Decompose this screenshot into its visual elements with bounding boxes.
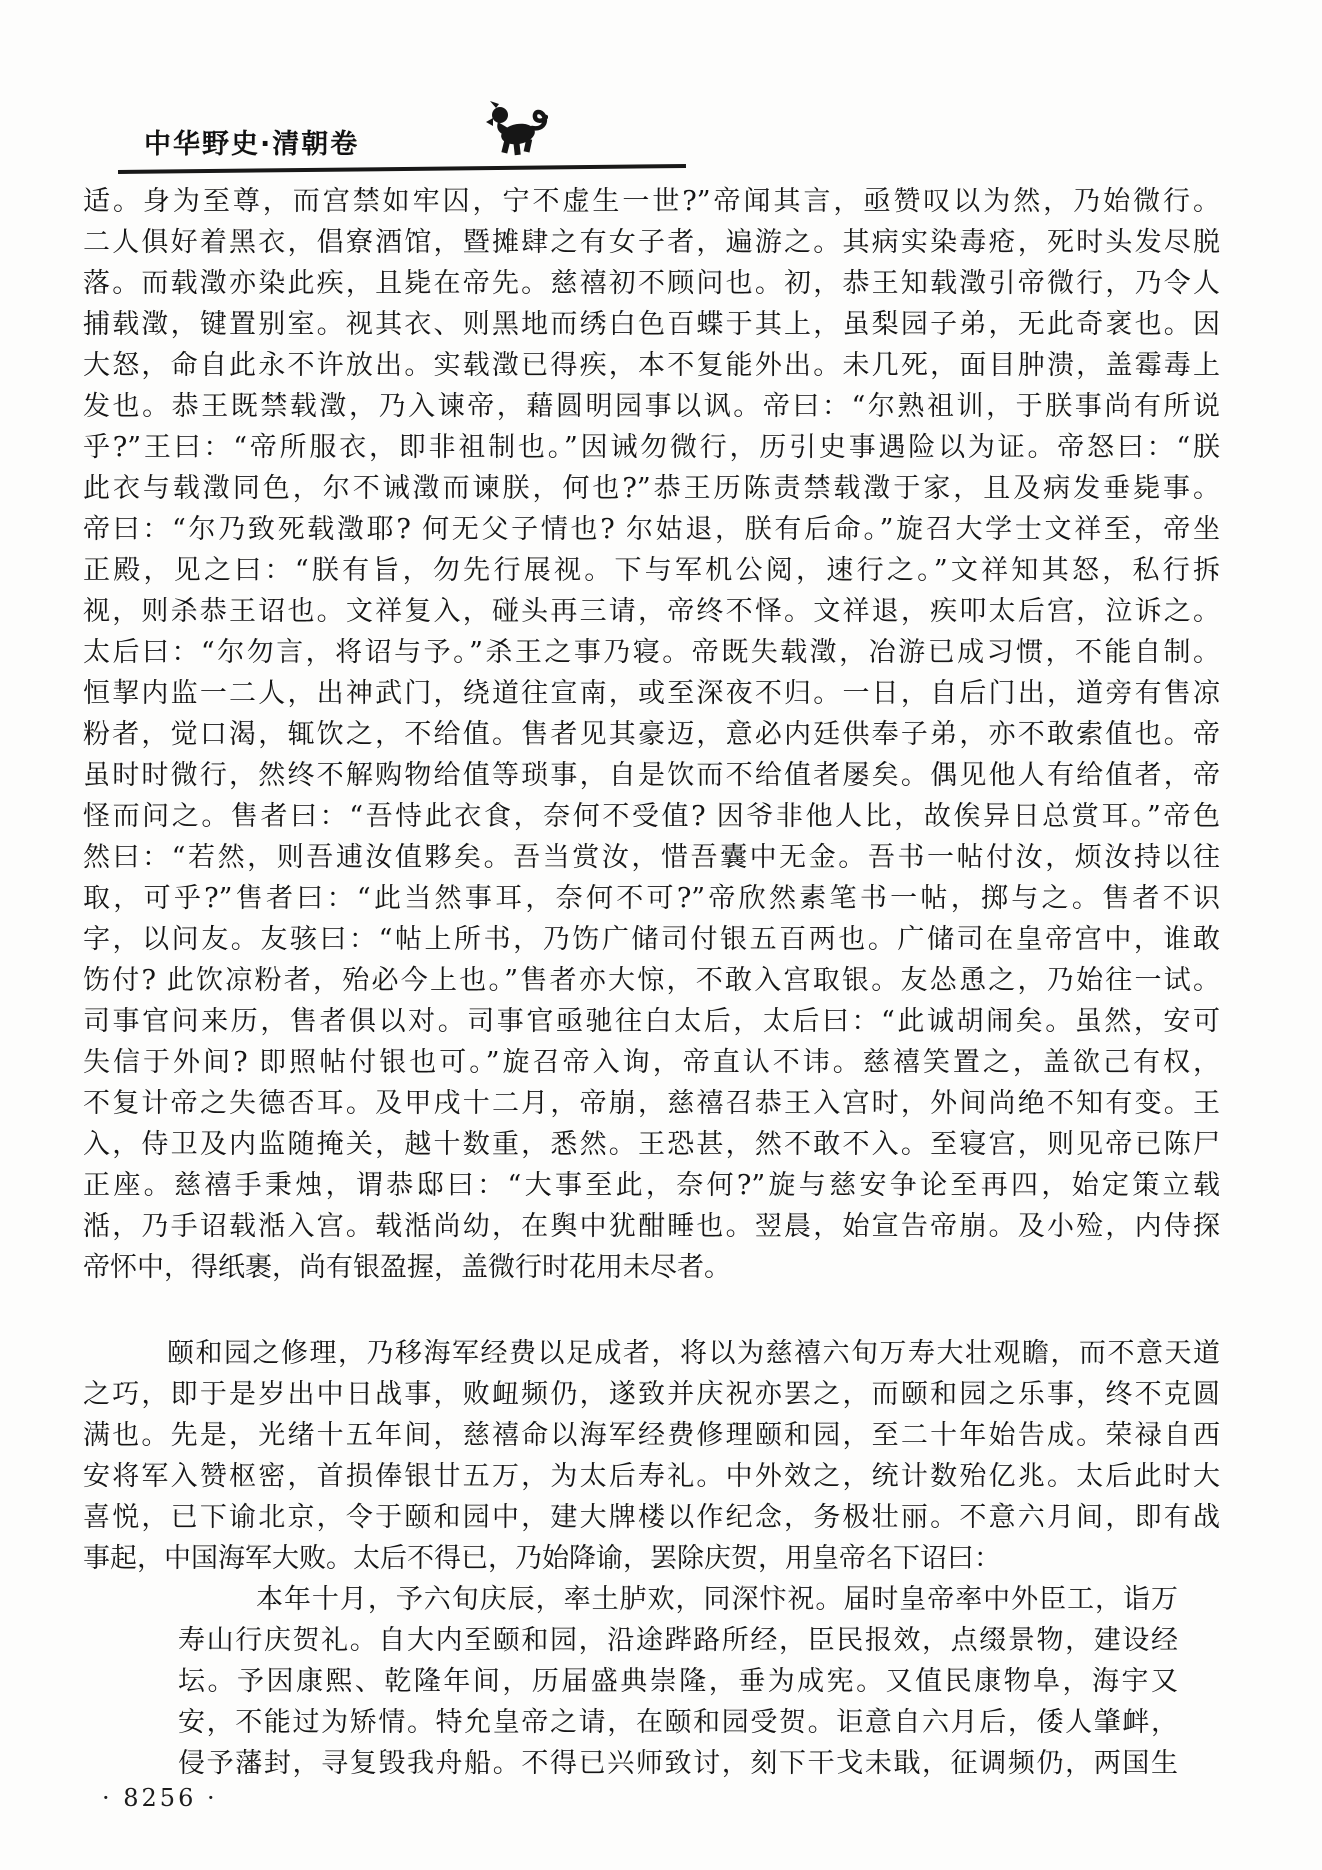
text-line: 坛。予因康熙、乾隆年间，历届盛典崇隆，垂为成宪。又值民康物阜，海宇又 <box>178 1666 1178 1697</box>
text-line: 司事官问来历，售者俱以对。司事官亟驰往白太后，太后曰：“此诚胡闹矣。虽然，安可 <box>83 1006 1220 1037</box>
text-line: 捕载澂，键置别室。视其衣、则黑地而绣白色百蝶于其上，虽梨园子弟，无此奇衺也。因 <box>83 309 1220 340</box>
text-line: 不复计帝之失德否耳。及甲戌十二月，帝崩，慈禧召恭王入宫时，外间尚绝不知有变。王 <box>83 1088 1220 1119</box>
text-line: 饬付? 此饮凉粉者，殆必今上也。”售者亦大惊，不敢入宫取银。友怂恿之，乃始往一试。 <box>83 965 1220 996</box>
text-line: 恒挈内监一二人，出神武门，绕道往宣南，或至深夜不归。一日，自后门出，道旁有售凉 <box>83 678 1220 709</box>
paragraph-emperor-incognito <box>83 181 1220 1288</box>
text-line: 侵予藩封，寻复毁我舟船。不得已兴师致讨，刻下干戈未戢，征调频仍，两国生 <box>178 1748 1178 1779</box>
text-line: 视，则杀恭王诏也。文祥复入，碰头再三请，帝终不怿。文祥退，疾叩太后宫，泣诉之。 <box>83 596 1220 627</box>
text-line: 正殿，见之曰：“朕有旨，勿先行展视。下与军机公阅，速行之。”文祥知其怒，私行拆 <box>83 555 1220 586</box>
text-line: 帝曰：“尔乃致死载澂耶? 何无父子情也? 尔姑退，朕有后命。”旋召大学士文祥至，帝坐 <box>83 514 1220 545</box>
text-line: 字，以问友。友骇曰：“帖上所书，乃饬广储司付银五百两也。广储司在皇帝宫中，谁敢 <box>83 924 1220 955</box>
text-line: 事起，中国海军大败。太后不得已，乃始降谕，罢除庆贺，用皇帝名下诏曰： <box>83 1543 1001 1574</box>
text-line: 正座。慈禧手秉烛，谓恭邸曰：“大事至此，奈何?”旋与慈安争论至再四，始定策立载 <box>83 1170 1220 1201</box>
text-line: 寿山行庆贺礼。自大内至颐和园，沿途跸路所经，臣民报效，点缀景物，建设经 <box>178 1625 1178 1656</box>
text-line: 然曰：“若然，则吾逋汝值夥矣。吾当赏汝，惜吾囊中无金。吾书一帖付汝，烦汝持以往 <box>83 842 1220 873</box>
page-number: · 8256 · <box>102 1784 218 1812</box>
text-line: 失信于外间? 即照帖付银也可。”旋召帝入询，帝直认不讳。慈禧笑置之，盖欲己有权， <box>83 1047 1220 1078</box>
text-line: 二人俱好着黑衣，倡寮酒馆，暨摊肆之有女子者，遍游之。其病实染毒疮，死时头发尽脱 <box>83 227 1220 258</box>
text-line: 湉，乃手诏载湉入宫。载湉尚幼，在舆中犹酣睡也。翌晨，始宣告帝崩。及小殓，内侍探 <box>83 1211 1220 1242</box>
text-line: 喜悦，已下谕北京，令于颐和园中，建大牌楼以作纪念，务极壮丽。不意六月间，即有战 <box>83 1502 1220 1533</box>
text-line: 之巧，即于是岁出中日战事，败衄频仍，遂致并庆祝亦罢之，而颐和园之乐事，终不克圆 <box>83 1379 1220 1410</box>
paragraph-summer-palace <box>83 1333 1220 1579</box>
imperial-edict-quote <box>178 1579 1178 1784</box>
text-line: 安，不能过为矫情。特允皇帝之请，在颐和园受贺。讵意自六月后，倭人肇衅， <box>178 1707 1178 1738</box>
text-line: 落。而载澂亦染此疾，且毙在帝先。慈禧初不顾问也。初，恭王知载澂引帝微行，乃令人 <box>83 268 1220 299</box>
page-body <box>83 181 1220 1784</box>
text-line: 颐和园之修理，乃移海军经费以足成者，将以为慈禧六旬万寿大壮观瞻，而不意天道 <box>167 1338 1220 1369</box>
text-line: 安将军入赞枢密，首损俸银廿五万，为太后寿礼。中外效之，统计数殆亿兆。太后此时大 <box>83 1461 1220 1492</box>
dragon-stamp-icon <box>486 98 548 160</box>
text-line: 大怒，命自此永不许放出。实载澂已得疾，本不复能外出。未几死，面目肿溃，盖霉毒上 <box>83 350 1220 381</box>
text-line: 帝怀中，得纸裹，尚有银盈握，盖微行时花用未尽者。 <box>83 1252 731 1283</box>
text-line: 发也。恭王既禁载澂，乃入谏帝，藉圆明园事以讽。帝曰：“尔熟祖训，于朕事尚有所说 <box>83 391 1220 422</box>
text-line: 适。身为至尊，而宫禁如牢囚，宁不虚生一世?”帝闻其言，亟赞叹以为然，乃始微行。 <box>83 186 1220 217</box>
text-line: 粉者，觉口渴，辄饮之，不给值。售者见其豪迈，意必内廷供奉子弟，亦不敢索值也。帝 <box>83 719 1220 750</box>
text-line: 入，侍卫及内监随掩关，越十数重，悉然。王恐甚，然不敢不入。至寝宫，则见帝已陈尸 <box>83 1129 1220 1160</box>
text-line: 虽时时微行，然终不解购物给值等琐事，自是饮而不给值者屡矣。偶见他人有给值者，帝 <box>83 760 1220 791</box>
text-line: 此衣与载澂同色，尔不诫澂而谏朕，何也?”恭王历陈责禁载澂于家，且及病发垂毙事。 <box>83 473 1220 504</box>
text-line: 太后曰：“尔勿言，将诏与予。”杀王之事乃寝。帝既失载澂，冶游已成习惯，不能自制。 <box>83 637 1220 668</box>
text-line: 取，可乎?”售者曰：“此当然事耳，奈何不可?”帝欣然素笔书一帖，掷与之。售者不识 <box>83 883 1220 914</box>
text-line: 本年十月，予六旬庆辰，率土胪欢，同深忭祝。届时皇帝率中外臣工，诣万 <box>256 1584 1178 1615</box>
header-rule <box>118 164 686 174</box>
text-line: 满也。先是，光绪十五年间，慈禧命以海军经费修理颐和园，至二十年始告成。荣禄自西 <box>83 1420 1220 1451</box>
text-line: 怪而问之。售者曰：“吾恃此衣食，奈何不受值? 因爷非他人比，故俟异日总赏耳。”帝色 <box>83 801 1220 832</box>
text-line: 乎?”王曰：“帝所服衣，即非祖制也。”因诫勿微行，历引史事遇险以为证。帝怒曰：“朕 <box>83 432 1220 463</box>
running-head-title: 中华野史·清朝卷 <box>144 129 360 160</box>
